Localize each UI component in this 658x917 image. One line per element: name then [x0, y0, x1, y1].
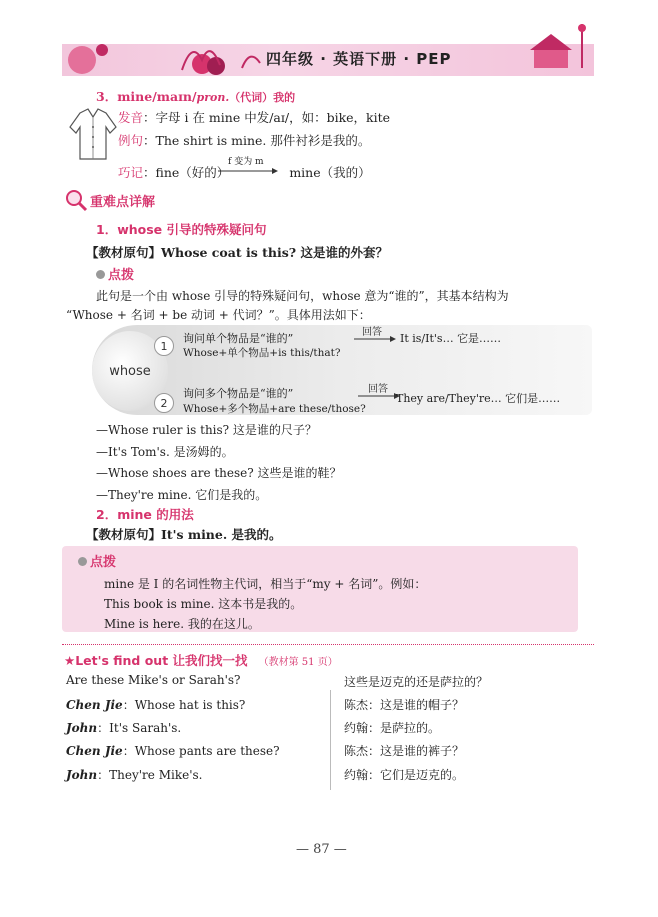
point1-desc1: 此句是一个由 whose 引导的特殊疑问句，whose 意为“谁的”，其基本结构为 — [96, 289, 509, 303]
vocab-word: 3．mine/maɪn/ — [96, 89, 197, 104]
lets-find-title: ★Let's find out 让我们找一找 — [64, 653, 248, 668]
page-number: — 87 — — [296, 842, 347, 857]
row1-answer-label: 回答 — [362, 327, 382, 338]
point2-title: 2．mine 的用法 — [96, 507, 194, 522]
example-text: ：The shirt is mine. 那件衬衫是我的。 — [143, 133, 371, 148]
line-en: ：They're Mike's. — [97, 768, 203, 782]
speaker: Chen Jie — [66, 744, 123, 758]
row1-answer: It is/It's… 它是…… — [400, 332, 502, 345]
point1-tip-label: 点拨 — [108, 268, 135, 283]
dialog-cn-4: 约翰：它们是迈克的。 — [344, 768, 465, 782]
row2-answer-label: 回答 — [368, 384, 388, 395]
memo-text-b: mine（我的） — [289, 165, 371, 180]
magnifier-icon — [64, 188, 88, 212]
example-2: —It's Tom's. 是汤姆的。 — [96, 445, 234, 459]
row1-question: 询问单个物品是“谁的” — [183, 332, 294, 345]
dialog-cn-3: 陈杰：这是谁的裤子？ — [344, 744, 465, 758]
line-en: ：Whose hat is this? — [122, 698, 246, 712]
dialog-line-3 — [66, 742, 280, 759]
speaker: John — [66, 721, 98, 735]
dialog-line-2 — [66, 719, 181, 736]
tip-bullet-icon — [78, 557, 87, 566]
row1-arrow-icon — [354, 335, 398, 343]
tip-bullet-icon — [96, 270, 105, 279]
example-1: —Whose ruler is this? 这是谁的尺子？ — [96, 423, 317, 437]
header-decoration-right — [520, 18, 600, 78]
point1-tip — [96, 264, 134, 283]
memo-text-a: ：fine（好的） — [143, 165, 230, 180]
pron-label: 发音 — [118, 110, 144, 125]
point2-line2: This book is mine. 这本书是我的。 — [104, 597, 303, 611]
speaker: John — [66, 768, 98, 782]
dialog-cn-2: 约翰：是萨拉的。 — [344, 721, 441, 735]
example-label: 例句 — [118, 133, 144, 148]
point2-tip-label: 点拨 — [90, 555, 117, 570]
vocab-pos-cn: （代词）我的 — [229, 91, 296, 104]
question-en: Are these Mike's or Sarah's? — [66, 673, 241, 687]
point2-tip — [78, 551, 116, 570]
speaker: Chen Jie — [66, 698, 123, 712]
line-en: ：Whose pants are these? — [122, 744, 280, 758]
row2-question: 询问多个物品是“谁的” — [183, 387, 294, 400]
memo-label: 巧记 — [118, 165, 144, 180]
whose-bubble: whose — [92, 331, 168, 411]
section-title: 重难点详解 — [90, 195, 156, 210]
column-divider — [330, 690, 331, 790]
line-en: ：It's Sarah's. — [97, 721, 182, 735]
memo-arrow-label: f 变为 m — [228, 157, 264, 167]
point1-title: 1．whose 引导的特殊疑问句 — [96, 222, 267, 237]
example-3: —Whose shoes are these? 这些是谁的鞋？ — [96, 466, 342, 480]
shirt-illustration — [66, 105, 120, 163]
step-2-badge: 2 — [154, 393, 174, 413]
pron-text: ：字母 i 在 mine 中发/aɪ/，如：bike，kite — [143, 110, 391, 125]
row1-pattern: Whose+单个物品+is this/that? — [183, 347, 341, 359]
dialog-line-1 — [66, 696, 245, 713]
vocab-pos: pron. — [196, 91, 230, 104]
memo-arrow-icon — [218, 166, 280, 176]
pronunciation-line — [118, 108, 390, 126]
point1-source: 【教材原句】Whose coat is this? 这是谁的外套？ — [86, 245, 388, 260]
header-title: 四年级 · 英语下册 · PEP — [266, 50, 452, 68]
dialog-line-4 — [66, 766, 202, 783]
lets-find-heading — [64, 650, 338, 669]
dialog-cn-1: 陈杰：这是谁的帽子？ — [344, 698, 465, 712]
section-divider — [62, 644, 594, 645]
example-4: —They're mine. 它们是我的。 — [96, 488, 268, 502]
point2-source: 【教材原句】It's mine. 是我的。 — [86, 527, 282, 542]
row2-pattern: Whose+多个物品+are these/those? — [183, 403, 366, 415]
step-1-badge: 1 — [154, 336, 174, 356]
vocab-heading — [96, 87, 295, 105]
lets-find-ref: （教材第 51 页） — [258, 657, 338, 668]
point1-desc2: “Whose + 名词 + be 动词 + 代词？”。具体用法如下： — [66, 308, 371, 322]
question-cn: 这些是迈克的还是萨拉的？ — [344, 675, 489, 689]
point2-line1: mine 是 I 的名词性物主代词，相当于“my + 名词”。例如： — [104, 577, 427, 591]
example-line — [118, 131, 370, 149]
row2-answer: They are/They're… 它们是…… — [396, 392, 561, 405]
point2-line3: Mine is here. 我的在这儿。 — [104, 617, 260, 631]
